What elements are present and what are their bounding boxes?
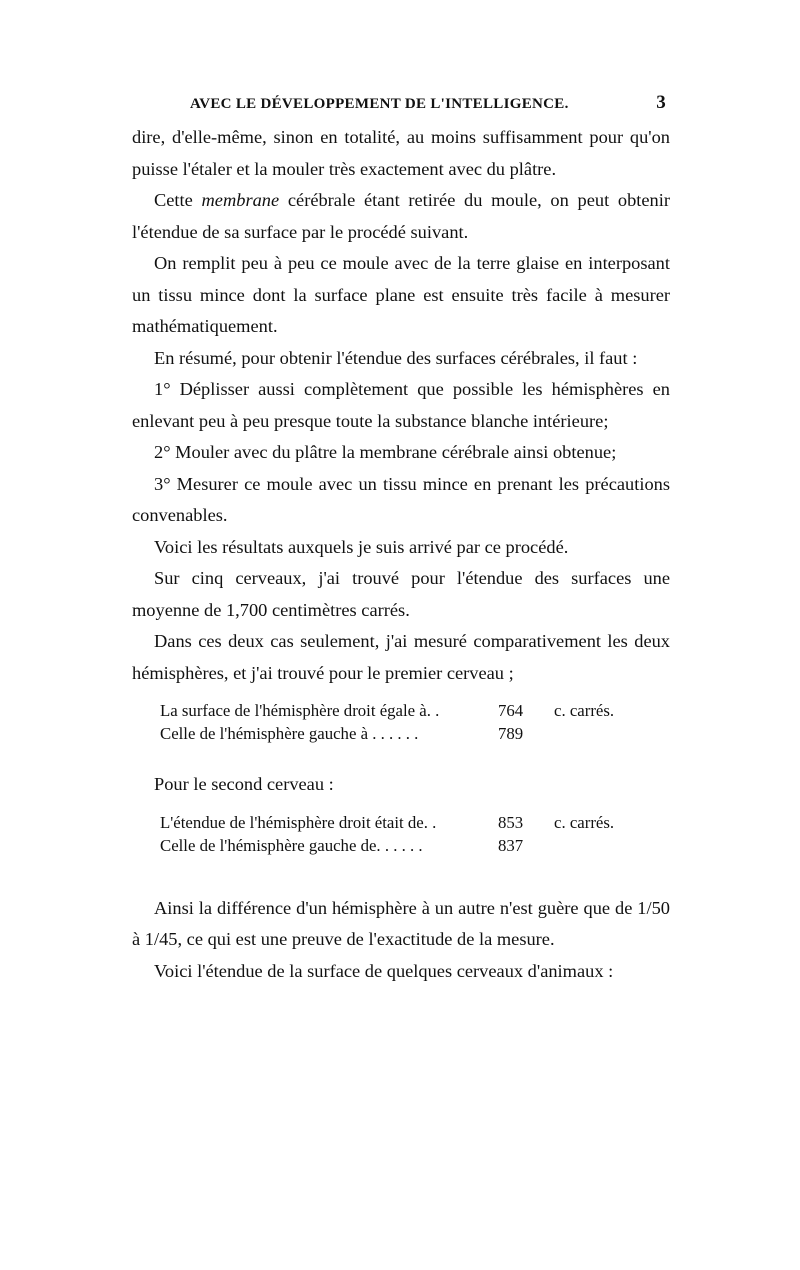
step-2: 2° Mouler avec du plâtre la membrane cérébrale ainsi obtenue; — [154, 442, 617, 462]
measurement-value: 837 — [498, 835, 524, 855]
measurement-value: 853 — [498, 812, 524, 832]
paragraph-results-intro: Voici les résultats auxquels je suis arrivé par ce procédé. — [154, 536, 569, 557]
paragraph-summary: En résumé, pour obtenir l'étendue des surfaces cérébrales, il faut : — [154, 347, 638, 368]
measurement-row — [160, 811, 660, 834]
measurement-unit: c. carrés. — [554, 701, 615, 720]
first-brain-measurements — [160, 699, 670, 745]
paragraph-membrane — [132, 185, 670, 248]
paragraph-difference: Ainsi la différence d'un hémisphère à un autre n'est guère que de 1/50 à 1/45, ce qui est une preuve de l'exactitude de la mesure. — [132, 897, 670, 949]
running-title: AVEC LE DÉVELOPPEMENT DE L'INTELLIGENCE. — [190, 96, 569, 112]
paragraph-comparison: Dans ces deux cas seulement, j'ai mesuré comparativement les deux hémisphères, et j'ai trouvé pour le premier cerveau ; — [132, 631, 670, 683]
book-page — [132, 92, 670, 987]
measurement-value: 789 — [498, 724, 524, 743]
measurement-value: 764 — [498, 701, 524, 720]
second-brain-heading: Pour le second cerveau : — [154, 774, 334, 794]
measurement-row — [160, 722, 660, 745]
paragraph-membrane-end: cérébrale étant retirée du moule, on peut obtenir l'étendue de sa surface par le procédé suivant. — [132, 190, 670, 242]
step-3: 3° Mesurer ce moule avec un tissu mince en prenant les précautions convenables. — [132, 473, 670, 525]
measurement-label: Celle de l'hémisphère gauche de. . . . . . — [160, 835, 423, 855]
measurement-row — [160, 699, 660, 722]
measurement-row — [160, 834, 660, 857]
paragraph-animals: Voici l'étendue de la surface de quelques cerveaux d'animaux : — [154, 960, 614, 981]
running-head — [190, 92, 670, 114]
measurement-unit: c. carrés. — [554, 812, 615, 832]
measurement-label: L'étendue de l'hémisphère droit était de. . — [160, 812, 437, 832]
second-brain-measurements — [160, 811, 670, 857]
measurement-label: Celle de l'hémisphère gauche à . . . . . . — [160, 724, 419, 743]
paragraph-membrane-start: Cette — [154, 190, 202, 210]
step-1: 1° Déplisser aussi complètement que possible les hémisphères en enlevant peu à peu presque toute la substance blanche intérieure; — [132, 379, 670, 431]
page-number: 3 — [656, 92, 666, 113]
paragraph-continuation: dire, d'elle-même, sinon en totalité, au moins suffisamment pour qu'on puisse l'étaler et la mouler très exactement avec du plâtre. — [132, 127, 670, 179]
measurement-label: La surface de l'hémisphère droit égale à. . — [160, 701, 440, 720]
emphasis-membrane: membrane — [201, 190, 280, 210]
paragraph-clay: On remplit peu à peu ce moule avec de la terre glaise en interposant un tissu mince dont la surface plane est ensuite très facile à mesurer mathématiquement. — [132, 253, 670, 336]
paragraph-average: Sur cinq cerveaux, j'ai trouvé pour l'étendue des surfaces une moyenne de 1,700 centimètres carrés. — [132, 568, 670, 620]
